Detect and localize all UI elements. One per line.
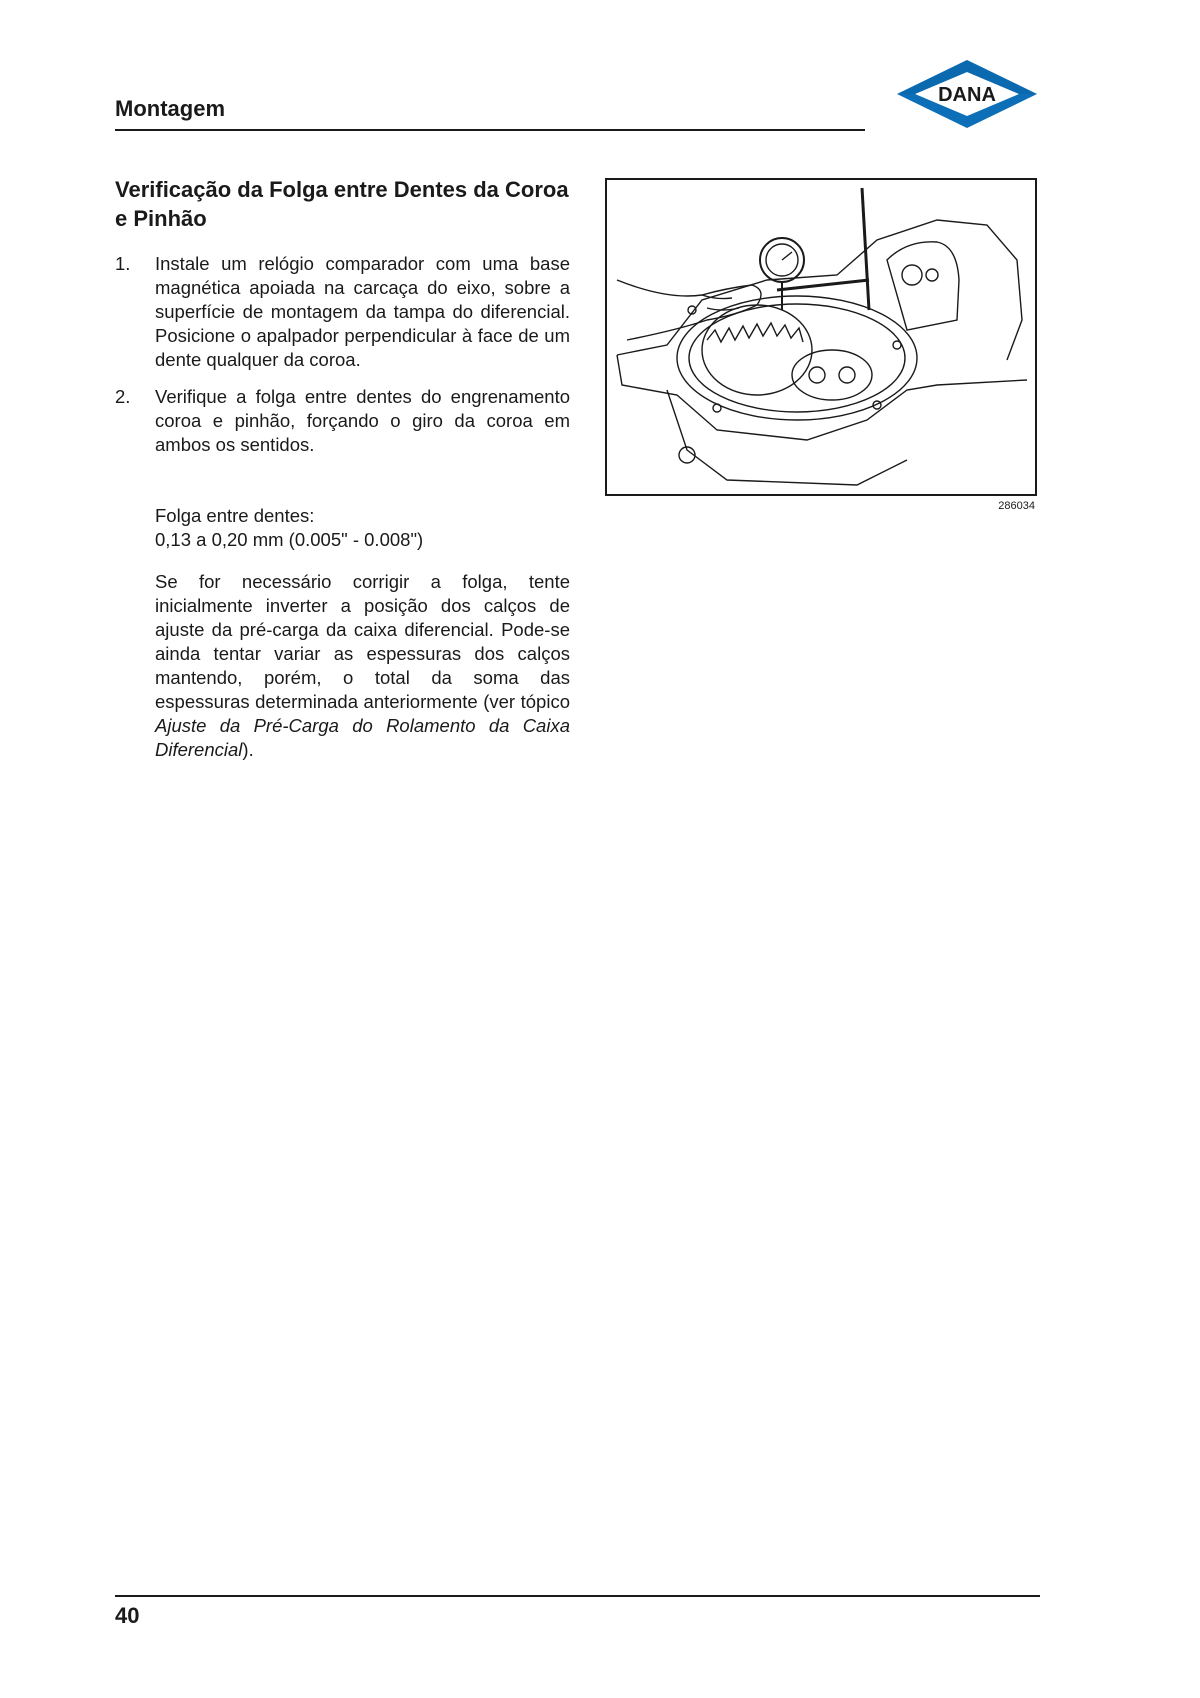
figure-illustration: [605, 178, 1037, 496]
indicator-rod: [862, 188, 869, 310]
page-number: 40: [115, 1603, 140, 1628]
note-suffix: ).: [242, 739, 254, 760]
note-reference[interactable]: Ajuste da Pré-Carga do Rolamento da Caixa Diferencial: [155, 715, 570, 760]
step-item: [115, 385, 570, 457]
dana-logo: [895, 58, 1040, 130]
footer-rule: [115, 1595, 1040, 1597]
section-title: Montagem: [115, 96, 225, 121]
step-text: Instale um relógio comparador com uma base magnética apoiada na carcaça do eixo, sobre a superfície de montagem da tampa do diferencial. Posicione o apalpador perpendicular à face de um dente qualquer da coroa.: [155, 253, 570, 370]
topic-title: Verificação da Folga entre Dentes da Coroa e Pinhão: [115, 177, 569, 231]
spec-label: Folga entre dentes:: [155, 505, 315, 526]
differential-case: [792, 350, 872, 400]
step-text: Verifique a folga entre dentes do engrenamento coroa e pinhão, forçando o giro da coroa em ambos os sentidos.: [155, 386, 570, 455]
mounting-flange-inner: [689, 304, 905, 412]
steps-list: [115, 252, 570, 470]
step-item: [115, 252, 570, 372]
figure-code: 286034: [998, 500, 1035, 512]
housing-outline: [617, 220, 1022, 360]
ring-gear-teeth: [707, 323, 803, 342]
step-number: 1.: [115, 253, 131, 274]
backlash-spec: [155, 504, 575, 552]
mounting-flange: [677, 296, 917, 420]
indicator-arm: [777, 280, 869, 290]
header-rule: [115, 129, 865, 131]
step-number: 2.: [115, 386, 131, 407]
spec-value: 0,13 a 0,20 mm (0.005" - 0.008"): [155, 529, 424, 550]
logo-text: DANA: [938, 84, 996, 106]
note-text: Se for necessário corrigir a folga, tente inicialmente inverter a posição dos calços de ajuste da pré-carga da caixa diferencial. Pode-se ainda tentar variar as espessuras dos calços mantendo, porém, o total da soma das espessuras determinada anteriormente (ver tópico: [155, 571, 570, 712]
bearing-cap: [887, 242, 959, 330]
adjustment-note: [155, 570, 570, 762]
